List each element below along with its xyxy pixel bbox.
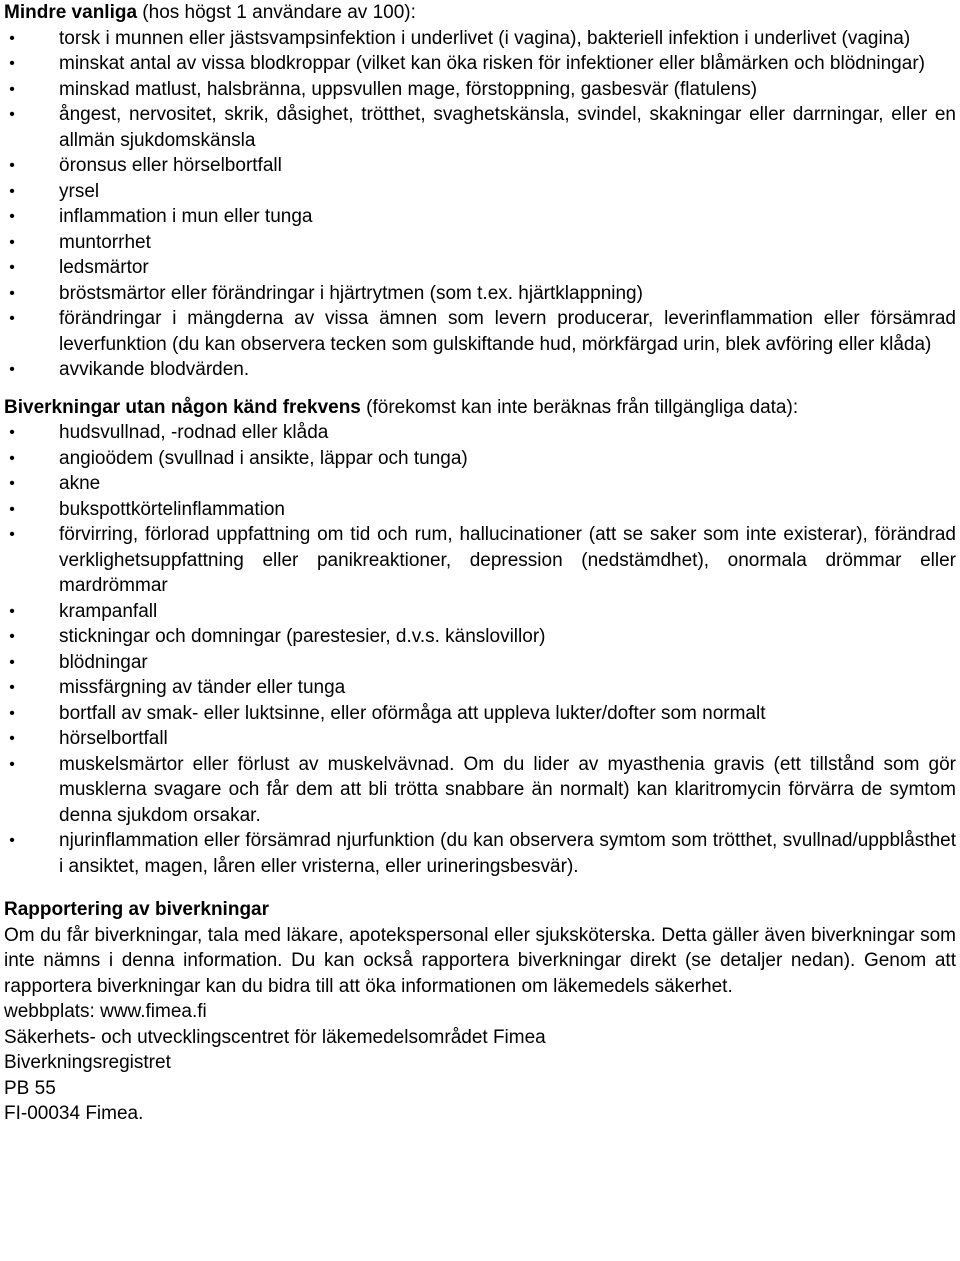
list-item bbox=[4, 497, 956, 523]
list-item bbox=[4, 446, 956, 472]
list-item-text: minskat antal av vissa blodkroppar (vilket kan öka risken för infektioner eller blåmärken och blödningar) bbox=[59, 53, 925, 74]
list-item bbox=[4, 281, 956, 307]
list-item-text: missfärgning av tänder eller tunga bbox=[59, 677, 346, 698]
bullet-icon: • bbox=[9, 80, 15, 98]
list-item-text: blödningar bbox=[59, 651, 148, 673]
bullet-icon: • bbox=[9, 653, 15, 671]
list-item-text: muntorrhet bbox=[59, 231, 151, 253]
list-item-text: inflammation i mun eller tunga bbox=[59, 206, 313, 227]
list-item-text: bukspottkörtelinflammation bbox=[59, 498, 285, 520]
list-item bbox=[4, 726, 956, 752]
list-item-text: torsk i munnen eller jästsvampsinfektion i underlivet (i vagina), bakteriell infektion i underlivet (vagina) bbox=[59, 27, 911, 49]
section-uncommon-heading bbox=[4, 0, 956, 26]
list-item-text: muskelsmärtor eller förlust av muskelvävnad. Om du lider av myasthenia gravis (ett tillstånd som gör musklerna svagare och får dem att bli trötta snabbare än normalt) kan klaritromycin förvärra de symtom denna sjukdom orsakar. bbox=[59, 753, 956, 826]
bullet-icon: • bbox=[9, 832, 15, 849]
list-item-text: stickningar och domningar (parestesier, d.v.s. känslovillor) bbox=[59, 626, 546, 647]
list-item-text: angioödem (svullnad i ansikte, läppar och tunga) bbox=[59, 447, 468, 469]
bullet-icon: • bbox=[9, 755, 15, 773]
bullet-icon: • bbox=[9, 424, 15, 441]
bullet-icon: • bbox=[9, 449, 15, 467]
list-item-text: akne bbox=[59, 473, 101, 494]
list-item bbox=[4, 230, 956, 256]
bullet-icon: • bbox=[9, 284, 15, 302]
uncommon-side-effects-list bbox=[4, 26, 956, 383]
bullet-icon: • bbox=[9, 233, 15, 251]
section-unknown-frequency-heading-bold: Biverkningar utan någon känd frekvens bbox=[4, 396, 361, 418]
bullet-icon: • bbox=[9, 730, 15, 747]
list-item-text: avvikande blodvärden. bbox=[59, 359, 250, 380]
list-item-text: ångest, nervositet, skrik, dåsighet, trötthet, svaghetskänsla, svindel, skakningar eller darrningar, eller en allmän sjukdomskänsla bbox=[59, 104, 956, 151]
report-heading bbox=[4, 897, 956, 923]
bullet-icon: • bbox=[9, 704, 15, 722]
bullet-icon: • bbox=[9, 157, 15, 174]
address-line: PB 55 bbox=[4, 1077, 56, 1099]
address-line: webbplats: www.fimea.fi bbox=[4, 1001, 207, 1022]
list-item bbox=[4, 179, 956, 205]
report-address-block bbox=[4, 999, 956, 1127]
bullet-icon: • bbox=[9, 475, 15, 492]
section-uncommon-heading-bold: Mindre vanliga bbox=[4, 2, 138, 23]
address-line: Säkerhets- och utvecklingscentret för läkemedelsområdet Fimea bbox=[4, 1026, 546, 1048]
list-item bbox=[4, 255, 956, 281]
list-item-text: krampanfall bbox=[59, 600, 158, 622]
report-heading-text: Rapportering av biverkningar bbox=[4, 899, 270, 920]
section-uncommon-heading-rest: (hos högst 1 användare av 100): bbox=[137, 2, 416, 23]
list-item-text: hudsvullnad, -rodnad eller klåda bbox=[59, 422, 329, 443]
address-line: FI-00034 Fimea. bbox=[4, 1103, 144, 1124]
list-item bbox=[4, 675, 956, 701]
list-item-text: njurinflammation eller försämrad njurfunktion (du kan observera symtom som trötthet, svullnad/uppblåsthet i ansiktet, magen, låren eller vristerna, eller urineringsbesvär). bbox=[59, 830, 956, 877]
bullet-icon: • bbox=[9, 55, 15, 72]
list-item-text: bortfall av smak- eller luktsinne, eller oförmåga att uppleva lukter/dofter som normalt bbox=[59, 702, 766, 724]
bullet-icon: • bbox=[9, 526, 15, 543]
bullet-icon: • bbox=[9, 628, 15, 645]
list-item-text: förändringar i mängderna av vissa ämnen som levern producerar, leverinflammation eller försämrad leverfunktion (du kan observera tecken som gulskiftande hud, mörkfärgad urin, blek avföring eller klåda) bbox=[59, 308, 956, 355]
bullet-icon: • bbox=[9, 182, 15, 200]
list-item-text: förvirring, förlorad uppfattning om tid och rum, hallucinationer (att se saker som inte existerar), förändrad verklighetsuppfattning eller panikreaktioner, depression (nedstämdhet), onormala drömmar eller mardrömmar bbox=[59, 524, 956, 596]
list-item bbox=[4, 306, 956, 357]
section-unknown-frequency-heading bbox=[4, 395, 956, 421]
list-item-text: yrsel bbox=[59, 180, 100, 202]
list-item bbox=[4, 752, 956, 829]
bullet-icon: • bbox=[9, 679, 15, 696]
list-item bbox=[4, 599, 956, 625]
list-item bbox=[4, 650, 956, 676]
list-item bbox=[4, 420, 956, 446]
list-item bbox=[4, 153, 956, 179]
list-item bbox=[4, 357, 956, 383]
bullet-icon: • bbox=[9, 29, 15, 47]
unknown-frequency-side-effects-list bbox=[4, 420, 956, 879]
report-paragraph: Om du får biverkningar, tala med läkare, apotekspersonal eller sjuksköterska. Detta gäller även biverkningar som inte nämns i denna information. Du kan också rapportera biverkningar direkt (se detaljer nedan). Genom att rapportera biverkningar kan du bidra till att öka informationen om läkemedels säkerhet. bbox=[4, 924, 956, 997]
bullet-icon: • bbox=[9, 106, 15, 123]
list-item-text: öronsus eller hörselbortfall bbox=[59, 155, 282, 176]
list-item-text: bröstsmärtor eller förändringar i hjärtrytmen (som t.ex. hjärtklappning) bbox=[59, 282, 643, 304]
list-item bbox=[4, 522, 956, 599]
list-item bbox=[4, 471, 956, 497]
bullet-icon: • bbox=[9, 500, 15, 518]
bullet-icon: • bbox=[9, 602, 15, 620]
section-unknown-frequency-heading-rest: (förekomst kan inte beräknas från tillgängliga data): bbox=[360, 396, 799, 418]
address-line: Biverkningsregistret bbox=[4, 1052, 171, 1073]
list-item-text: ledsmärtor bbox=[59, 257, 149, 278]
list-item bbox=[4, 77, 956, 103]
list-item bbox=[4, 204, 956, 230]
bullet-icon: • bbox=[9, 259, 15, 276]
list-item bbox=[4, 51, 956, 77]
list-item bbox=[4, 26, 956, 52]
list-item bbox=[4, 102, 956, 153]
list-item bbox=[4, 624, 956, 650]
bullet-icon: • bbox=[9, 310, 15, 327]
list-item bbox=[4, 701, 956, 727]
list-item-text: hörselbortfall bbox=[59, 728, 168, 749]
list-item-text: minskad matlust, halsbränna, uppsvullen mage, förstoppning, gasbesvär (flatulens) bbox=[59, 78, 758, 100]
bullet-icon: • bbox=[9, 361, 15, 378]
bullet-icon: • bbox=[9, 208, 15, 225]
list-item bbox=[4, 828, 956, 879]
